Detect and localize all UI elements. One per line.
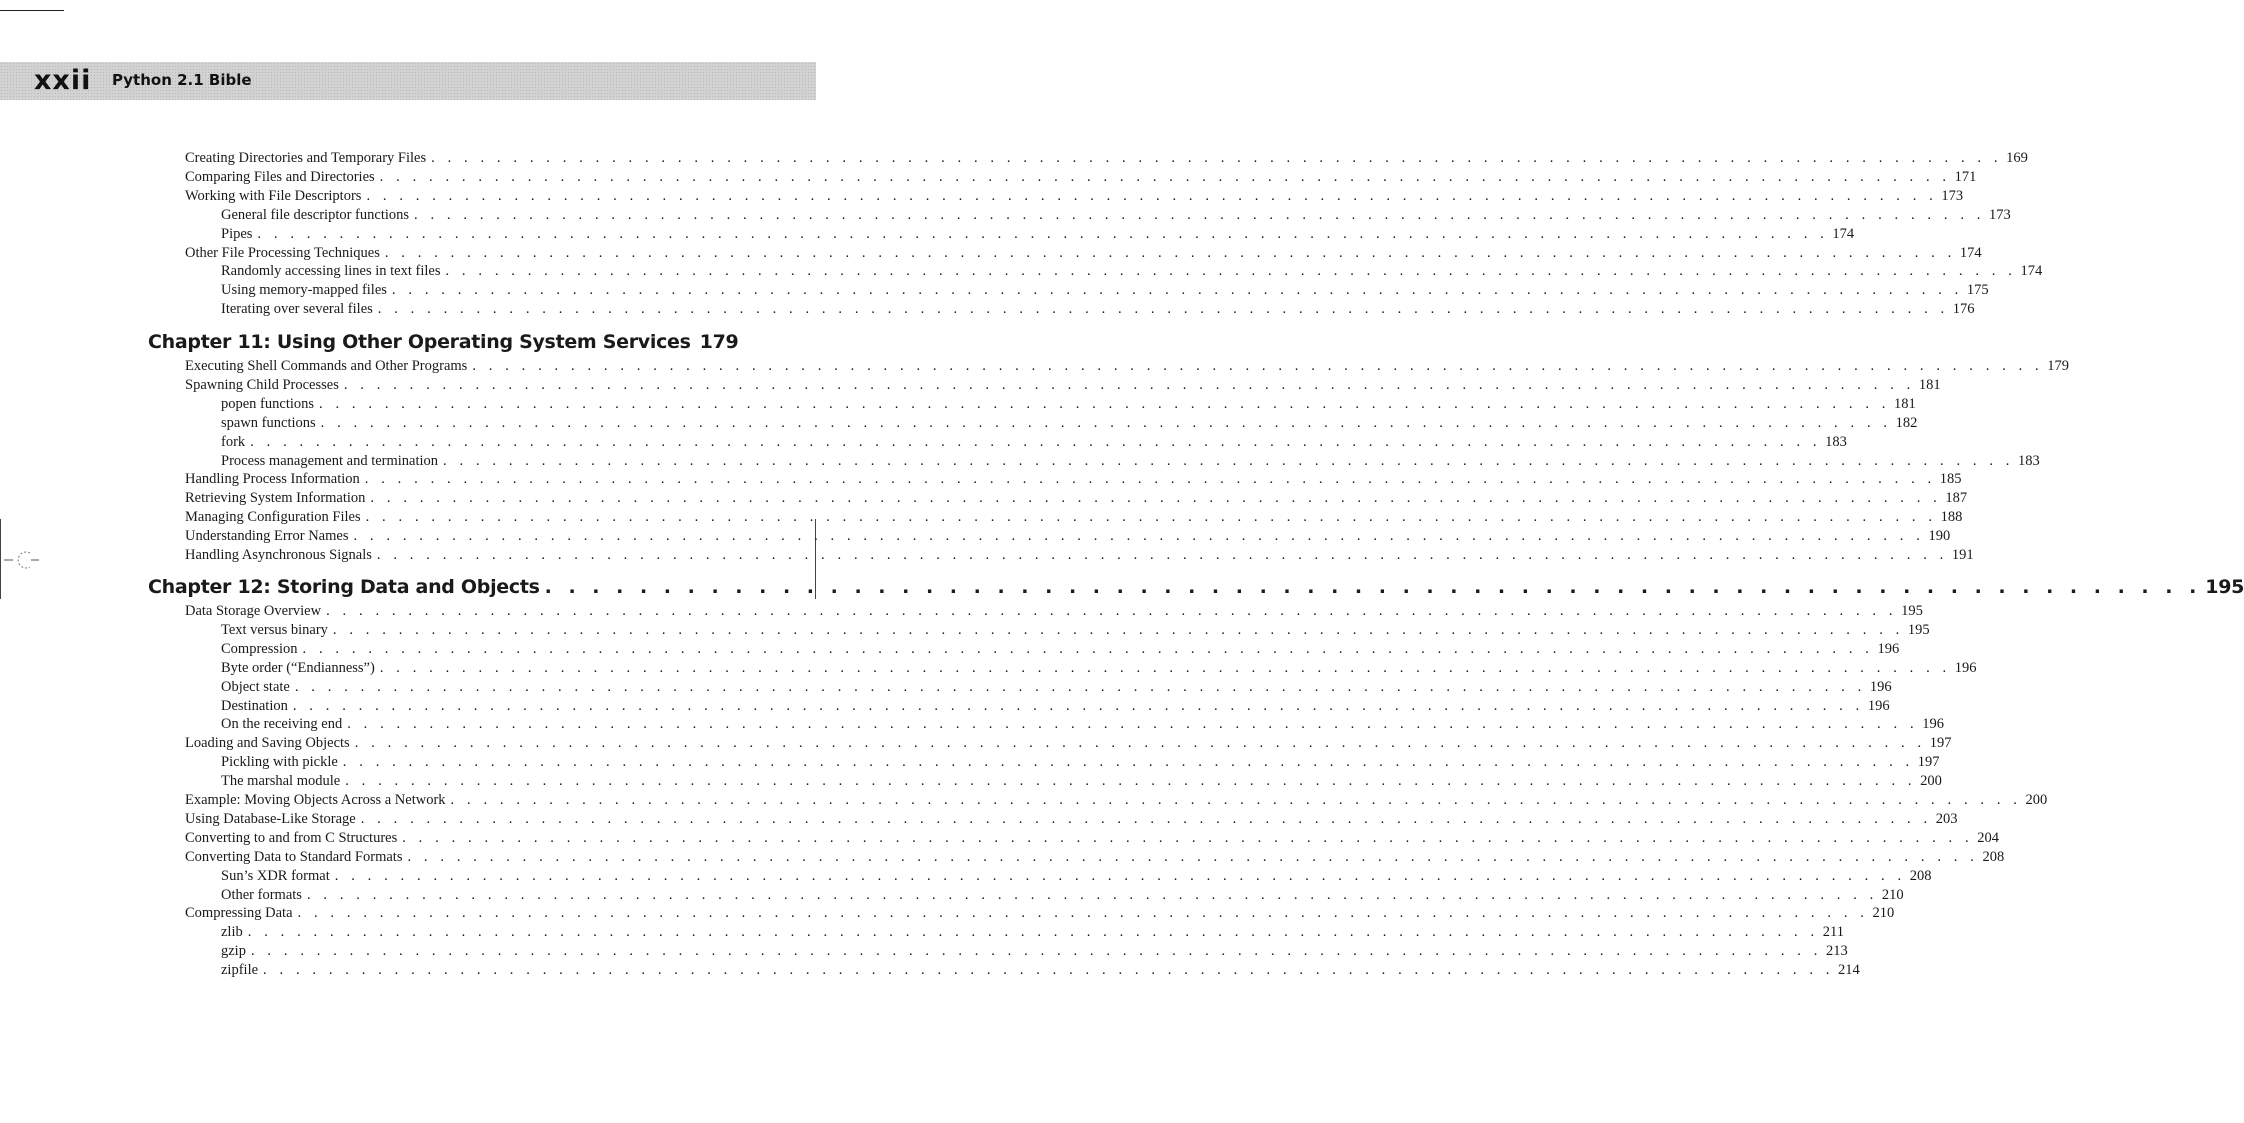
toc-section (185, 734, 1952, 753)
toc-section-title: Using Database-Like Storage (185, 810, 356, 827)
toc-subsection-title: The marshal module (221, 773, 341, 790)
dot-leader (378, 168, 1951, 187)
toc-section-title: Working with File Descriptors (185, 187, 362, 204)
toc-section-title: Retrieving System Information (185, 490, 366, 507)
toc-section-page-number: 174 (1959, 244, 1982, 261)
toc-section-title: Handling Process Information (185, 471, 360, 488)
toc-section-page-number: 188 (1940, 509, 1963, 526)
toc-section-title: Example: Moving Objects Across a Network (185, 792, 446, 808)
toc-section (185, 168, 1977, 187)
dot-leader (405, 848, 1978, 867)
toc-section-page-number: 208 (1982, 848, 2005, 865)
chapter-heading-12 (148, 573, 2244, 601)
toc-section-page-number: 179 (2047, 358, 2070, 374)
toc-section-title: Managing Configuration Files (185, 509, 361, 526)
toc-section-title: Spawning Child Processes (185, 376, 339, 393)
toc-section-page-number: 185 (1939, 471, 1962, 488)
dot-leader (390, 281, 1963, 300)
dot-leader (351, 527, 1924, 546)
toc-subsection-title: Using memory-mapped files (221, 282, 387, 299)
toc-subsection-title: General file descriptor functions (221, 206, 410, 223)
toc-subsection-page-number: 213 (1825, 943, 1848, 960)
toc-subsection-title: Object state (221, 678, 290, 695)
toc-subsection (221, 697, 1890, 716)
toc-subsection (221, 678, 1892, 697)
dot-leader (376, 300, 1949, 319)
toc-section-page-number: 197 (1929, 735, 1952, 752)
toc-subsection-page-number: 173 (1989, 206, 2011, 223)
toc-section-page-number: 210 (1872, 905, 1895, 922)
dot-leader (378, 659, 1951, 678)
chapter-heading-12-title: Chapter 12: Storing Data and Objects (148, 576, 540, 598)
left-margin-rule (0, 519, 1, 599)
dot-leader (261, 961, 1834, 980)
toc-section-title: Other File Processing Techniques (185, 244, 380, 261)
toc-section-page-number: 191 (1951, 547, 1974, 563)
toc-subsection (221, 206, 2011, 225)
toc-subsection-title: zipfile (221, 962, 259, 979)
toc-section-title: Handling Asynchronous Signals (185, 547, 372, 563)
toc-subsection-page-number: 175 (1966, 282, 1989, 299)
dot-leader (383, 244, 1956, 263)
toc-subsection-page-number: 196 (1877, 640, 1900, 657)
toc-subsection-page-number: 196 (1922, 716, 1944, 733)
toc-subsection (221, 621, 1930, 640)
dot-leader (470, 357, 2043, 376)
toc-subsection-page-number: 174 (2020, 263, 2043, 280)
toc-subsection-title: Pipes (221, 225, 253, 242)
toc-subsection-page-number: 176 (1952, 301, 1975, 318)
dot-leader (317, 395, 1890, 414)
toc-subsection-title: Compression (221, 640, 298, 657)
toc-section-title: Understanding Error Names (185, 528, 349, 545)
dot-leader (345, 715, 1918, 734)
toc-subsection (221, 942, 1848, 961)
dot-leader (331, 621, 1904, 640)
toc-section (185, 829, 1999, 848)
dot-leader (429, 149, 2002, 168)
toc-section-page-number: 200 (2025, 792, 2048, 808)
toc-section-page-number: 204 (1977, 829, 1999, 846)
toc-subsection (221, 225, 1855, 244)
dot-leader (412, 206, 1985, 225)
toc-subsection-title: On the receiving end (221, 716, 343, 733)
toc-subsection-title: Byte order (“Endianness”) (221, 659, 375, 676)
toc-section-page-number: 195 (1901, 603, 1923, 619)
toc-section (185, 791, 2048, 810)
toc-subsection (221, 300, 1975, 319)
dot-leader (400, 829, 1973, 848)
toc-subsection-page-number: 211 (1822, 924, 1844, 941)
chapter-heading-12-page-number: 195 (2205, 576, 2244, 598)
toc-subsection (221, 395, 1916, 414)
dot-leader (293, 678, 1866, 697)
toc-subsection-page-number: 195 (1907, 621, 1930, 638)
chapter-heading-11 (148, 328, 739, 356)
toc-section (185, 848, 2005, 867)
toc-section (185, 810, 1958, 829)
dot-leader (353, 734, 1926, 753)
toc-subsection (221, 772, 1942, 791)
toc-subsection (221, 659, 1977, 678)
toc-section-page-number: 173 (1941, 187, 1964, 204)
dot-leader (449, 791, 2022, 810)
toc-section-page-number: 187 (1945, 490, 1968, 507)
toc-subsection (221, 961, 1860, 980)
toc-section-page-number: 181 (1918, 376, 1941, 393)
dot-leader (296, 904, 1869, 923)
toc-subsection (221, 640, 1900, 659)
dot-leader (324, 602, 1897, 621)
dot-leader (375, 546, 1948, 565)
dot-leader (342, 376, 1915, 395)
toc-section (185, 357, 2070, 376)
toc-section (185, 904, 1895, 923)
dot-leader (255, 225, 1828, 244)
toc-subsection-title: gzip (221, 943, 246, 960)
registration-mark-icon (4, 548, 40, 572)
toc-subsection-page-number: 182 (1895, 414, 1918, 431)
toc-section-title: Data Storage Overview (185, 603, 322, 619)
dot-leader (343, 772, 1916, 791)
dot-leader (443, 262, 2016, 281)
toc-section (185, 546, 1974, 565)
toc-subsection-title: Text versus binary (221, 621, 328, 638)
toc-section (185, 149, 2028, 168)
dot-leader (305, 886, 1878, 905)
toc-subsection-page-number: 196 (1954, 659, 1977, 676)
toc-section (185, 527, 1951, 546)
toc-section-title: Comparing Files and Directories (185, 168, 375, 185)
toc-subsection-title: spawn functions (221, 414, 316, 431)
toc-section-title: Executing Shell Commands and Other Programs (185, 358, 468, 374)
toc-subsection-page-number: 208 (1909, 867, 1932, 884)
toc-subsection-title: fork (221, 433, 246, 450)
toc-subsection-page-number: 197 (1917, 754, 1940, 771)
toc-section-title: Converting Data to Standard Formats (185, 848, 403, 865)
dot-leader (543, 573, 2202, 601)
dot-leader (359, 810, 1932, 829)
dot-leader (249, 942, 1822, 961)
toc-subsection-title: Iterating over several files (221, 301, 373, 318)
dot-leader (291, 697, 1864, 716)
toc-subsection-title: popen functions (221, 395, 315, 412)
corner-rule (0, 10, 64, 11)
toc-section-page-number: 203 (1935, 810, 1958, 827)
toc-subsection (221, 452, 2040, 471)
dot-leader (441, 452, 2014, 471)
dot-leader (363, 470, 1936, 489)
dot-leader (341, 753, 1914, 772)
chapter-heading-11-page-number: 179 (699, 331, 739, 353)
toc-subsection-title: Pickling with pickle (221, 754, 338, 771)
dot-leader (301, 640, 1874, 659)
page-folio: xxii (34, 65, 92, 96)
toc-subsection (221, 753, 1940, 772)
running-head-title: Python 2.1 Bible (112, 71, 252, 89)
toc-subsection-page-number: 183 (1825, 433, 1847, 450)
toc-subsection-page-number: 196 (1869, 678, 1892, 695)
dot-leader (319, 414, 1892, 433)
toc-subsection (221, 281, 1989, 300)
toc-section (185, 470, 1962, 489)
toc-subsection-page-number: 174 (1832, 225, 1855, 242)
toc-subsection-page-number: 183 (2018, 452, 2040, 469)
toc-subsection (221, 715, 1944, 734)
dot-leader (246, 923, 1819, 942)
toc-subsection-title: Other formats (221, 886, 302, 903)
toc-subsection (221, 262, 2043, 281)
chapter-heading-11-title: Chapter 11: Using Other Operating System Services (148, 331, 691, 353)
dot-leader (333, 867, 1906, 886)
toc-subsection (221, 923, 1844, 942)
dot-leader (364, 187, 1937, 206)
toc-subsection-title: Process management and termination (221, 452, 439, 469)
toc-subsection (221, 867, 1932, 886)
toc-subsection-page-number: 200 (1920, 773, 1942, 790)
toc-section-page-number: 171 (1954, 168, 1977, 185)
toc-subsection-page-number: 196 (1867, 697, 1890, 714)
dot-leader (248, 433, 1821, 452)
toc-subsection (221, 886, 1904, 905)
toc-subsection (221, 414, 1918, 433)
toc-subsection-title: zlib (221, 924, 243, 941)
toc-section (185, 244, 1982, 263)
toc-subsection (221, 433, 1847, 452)
toc-section-page-number: 169 (2006, 150, 2028, 166)
toc-subsection-title: Destination (221, 697, 288, 714)
toc-subsection-title: Sun’s XDR format (221, 867, 330, 884)
toc-subsection-page-number: 214 (1838, 962, 1860, 979)
toc-section (185, 376, 1941, 395)
toc-section (185, 508, 1963, 527)
toc-section-title: Loading and Saving Objects (185, 735, 350, 752)
toc-section-title: Converting to and from C Structures (185, 829, 398, 846)
toc-subsection-page-number: 210 (1881, 886, 1904, 903)
toc-section (185, 602, 1923, 621)
toc-section-title: Compressing Data (185, 905, 293, 922)
toc-section-title: Creating Directories and Temporary Files (185, 150, 427, 166)
dot-leader (364, 508, 1937, 527)
toc-section-page-number: 190 (1928, 528, 1951, 545)
toc-section (185, 489, 1968, 508)
dot-leader (368, 489, 1941, 508)
toc-subsection-title: Randomly accessing lines in text files (221, 263, 441, 280)
toc-subsection-page-number: 181 (1894, 395, 1916, 412)
toc-section (185, 187, 1964, 206)
